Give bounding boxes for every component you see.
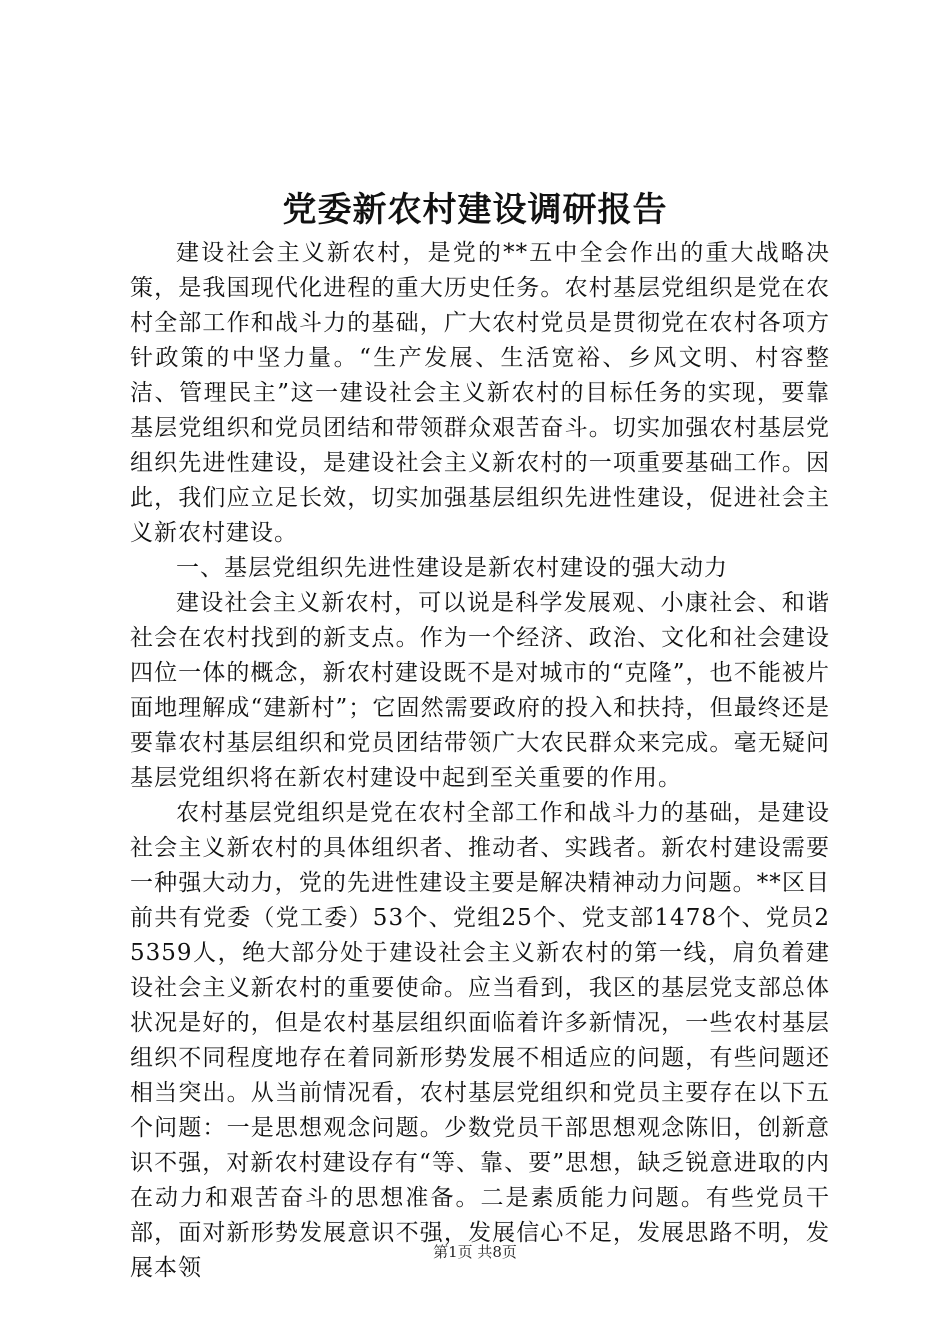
paragraph-section-1-b: 农村基层党组织是党在农村全部工作和战斗力的基础，是建设社会主义新农村的具体组织者、推动者、实践者。新农村建设需要一种强大动力，党的先进性建设主要是解决精神动力问题。**区目前共有党委（党工委）53个、党组25个、党支部1478个、党员25359人，绝大部分处于建设社会主义新农村的第一线，肩负着建设社会主义新农村的重要使命。应当看到，我区的基层党支部总体状况是好的，但是农村基层组织面临着许多新情况，一些农村基层组织不同程度地存在着同新形势发展不相适应的问题，有些问题还相当突出。从当前情况看，农村基层党组织和党员主要存在以下五个问题：一是思想观念问题。少数党员干部思想观念陈旧，创新意识不强，对新农村建设存有“等、靠、要”思想，缺乏锐意进取的内在动力和艰苦奋斗的思想准备。二是素质能力问题。有些党员干部，面对新形势发展意识不强，发展信心不足，发展思路不明，发展本领 xyxy=(130,800,830,1281)
document-title: 党委新农村建设调研报告 xyxy=(282,190,668,230)
page-footer: 第1页 共8页 xyxy=(433,1243,517,1261)
document-body xyxy=(130,236,830,1286)
section-heading-1: 一、基层党组织先进性建设是新农村建设的强大动力 xyxy=(176,555,728,581)
paragraph-intro: 建设社会主义新农村，是党的**五中全会作出的重大战略决策，是我国现代化进程的重大历史任务。农村基层党组织是党在农村全部工作和战斗力的基础，广大农村党员是贯彻党在农村各项方针政策的中坚力量。“生产发展、生活宽裕、乡风文明、村容整洁、管理民主”这一建设社会主义新农村的目标任务的实现，要靠基层党组织和党员团结和带领群众艰苦奋斗。切实加强农村基层党组织先进性建设，是建设社会主义新农村的一项重要基础工作。因此，我们应立足长效，切实加强基层组织先进性建设，促进社会主义新农村建设。 xyxy=(130,240,830,546)
paragraph-section-1-a: 建设社会主义新农村，可以说是科学发展观、小康社会、和谐社会在农村找到的新支点。作为一个经济、政治、文化和社会建设四位一体的概念，新农村建设既不是对城市的“克隆”，也不能被片面地理解成“建新村”；它固然需要政府的投入和扶持，但最终还是要靠农村基层组织和党员团结带领广大农民群众来完成。毫无疑问基层党组织将在新农村建设中起到至关重要的作用。 xyxy=(130,590,830,791)
